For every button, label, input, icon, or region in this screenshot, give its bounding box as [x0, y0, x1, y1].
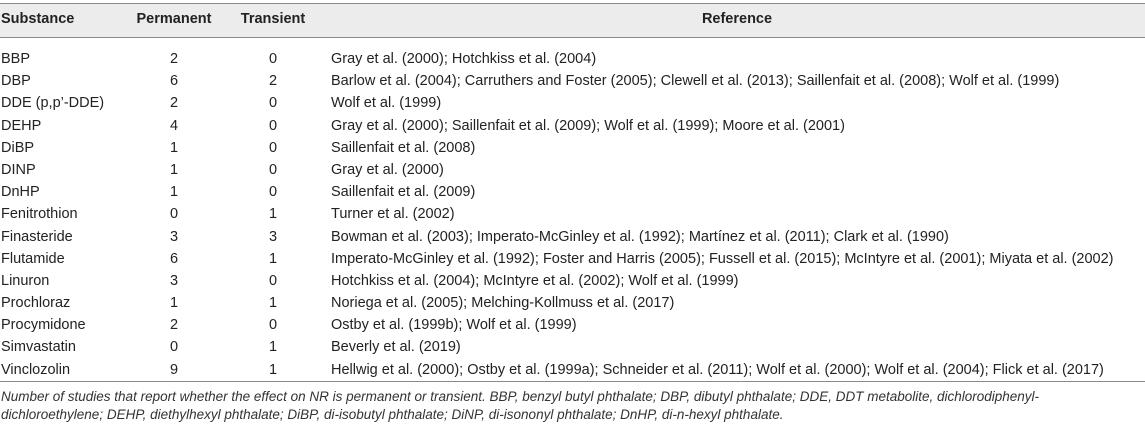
cell-permanent: 1 — [169, 184, 179, 201]
cell-substance: Simvastatin — [1, 339, 76, 356]
cell-permanent: 2 — [169, 317, 179, 334]
cell-permanent: 6 — [169, 250, 179, 267]
cell-transient: 1 — [268, 361, 278, 378]
cell-reference: Saillenfait et al. (2009) — [331, 184, 476, 201]
table-row — [0, 92, 1145, 114]
table-row — [0, 292, 1145, 314]
cell-substance: Prochloraz — [1, 295, 71, 312]
cell-substance: Vinclozolin — [1, 361, 71, 378]
header-substance: Substance — [1, 11, 75, 27]
cell-permanent: 0 — [169, 206, 179, 223]
header-transient: Transient — [240, 11, 306, 27]
cell-substance: DEHP — [1, 117, 42, 134]
cell-transient: 0 — [268, 117, 278, 134]
cell-transient: 0 — [268, 272, 278, 289]
cell-transient: 0 — [268, 139, 278, 156]
cell-substance: Fenitrothion — [1, 206, 78, 223]
cell-transient: 3 — [268, 228, 278, 245]
table-caption: Number of studies that report whether the effect on NR is permanent or transient. BBP, benzyl butyl phthalate; DBP, dibutyl phthalate; DDE, DDT metabolite, dichlorodiphenyl-dichloroethylene; DEHP, diethylhexyl phthalate; DiBP, di-isobutyl phthalate; DiNP, di-isononyl phthalate; DnHP, di-n-hexyl phthalate. — [1, 389, 1040, 422]
cell-reference: Noriega et al. (2005); Melching-Kollmuss et al. (2017) — [331, 295, 675, 312]
cell-substance: DINP — [1, 161, 36, 178]
cell-reference: Hellwig et al. (2000); Ostby et al. (1999a); Schneider et al. (2011); Wolf et al. (2000); Wolf et al. (2004); Flick et al. (2017) — [331, 361, 1104, 378]
cell-permanent: 6 — [169, 73, 179, 90]
cell-permanent: 2 — [169, 51, 179, 67]
cell-reference: Gray et al. (2000); Hotchkiss et al. (2004) — [331, 51, 597, 67]
cell-reference: Gray et al. (2000); Saillenfait et al. (2009); Wolf et al. (1999); Moore et al. (2001) — [331, 117, 845, 134]
cell-reference: Hotchkiss et al. (2004); McIntyre et al. (2002); Wolf et al. (1999) — [331, 272, 739, 289]
cell-transient: 0 — [268, 161, 278, 178]
table-row — [0, 226, 1145, 248]
table-row — [0, 203, 1145, 225]
cell-reference: Turner et al. (2002) — [331, 206, 455, 223]
cell-permanent: 2 — [169, 95, 179, 112]
table-row — [0, 159, 1145, 181]
cell-transient: 0 — [268, 317, 278, 334]
cell-substance: Linuron — [1, 272, 50, 289]
table-header-rule — [0, 37, 1145, 38]
cell-reference: Barlow et al. (2004); Carruthers and Foster (2005); Clewell et al. (2013); Saillenfait et al. (2008); Wolf et al. (1999) — [331, 73, 1060, 90]
cell-permanent: 0 — [169, 339, 179, 356]
cell-transient: 0 — [268, 95, 278, 112]
cell-substance: DDE (p,p’-DDE) — [1, 95, 105, 112]
cell-transient: 0 — [268, 184, 278, 201]
table-row — [0, 70, 1145, 92]
cell-substance: Flutamide — [1, 250, 65, 267]
cell-substance: BBP — [1, 51, 31, 67]
cell-reference: Saillenfait et al. (2008) — [331, 139, 476, 156]
table-row — [0, 137, 1145, 159]
table-row — [0, 248, 1145, 270]
cell-reference: Ostby et al. (1999b); Wolf et al. (1999) — [331, 317, 577, 334]
header-reference: Reference — [701, 11, 773, 27]
table-body — [0, 48, 1145, 381]
table-row — [0, 359, 1145, 381]
cell-reference: Bowman et al. (2003); Imperato-McGinley et al. (1992); Martínez et al. (2011); Clark et al. (1990) — [331, 228, 949, 245]
cell-reference: Wolf et al. (1999) — [331, 95, 442, 112]
cell-substance: DiBP — [1, 139, 35, 156]
cell-substance: Procymidone — [1, 317, 86, 334]
header-permanent: Permanent — [136, 11, 212, 27]
cell-reference: Imperato-McGinley et al. (1992); Foster and Harris (2005); Fussell et al. (2015); McIntyre et al. (2001); Miyata et al. (2002) — [331, 250, 1114, 267]
cell-permanent: 1 — [169, 161, 179, 178]
table-row — [0, 115, 1145, 137]
table-row — [0, 270, 1145, 292]
table-row — [0, 314, 1145, 336]
cell-transient: 1 — [268, 339, 278, 356]
cell-permanent: 1 — [169, 139, 179, 156]
table-row — [0, 336, 1145, 358]
table-row — [0, 48, 1145, 70]
cell-permanent: 9 — [169, 361, 179, 378]
cell-substance: Finasteride — [1, 228, 73, 245]
cell-transient: 1 — [268, 250, 278, 267]
cell-transient: 2 — [268, 73, 278, 90]
cell-permanent: 3 — [169, 228, 179, 245]
cell-reference: Gray et al. (2000) — [331, 161, 444, 178]
cell-transient: 1 — [268, 206, 278, 223]
table-row — [0, 181, 1145, 203]
cell-substance: DnHP — [1, 184, 40, 201]
table-bottom-rule — [0, 381, 1145, 382]
cell-permanent: 1 — [169, 295, 179, 312]
cell-transient: 0 — [268, 51, 278, 67]
cell-permanent: 3 — [169, 272, 179, 289]
cell-reference: Beverly et al. (2019) — [331, 339, 461, 356]
cell-substance: DBP — [1, 73, 31, 90]
cell-permanent: 4 — [169, 117, 179, 134]
cell-transient: 1 — [268, 295, 278, 312]
